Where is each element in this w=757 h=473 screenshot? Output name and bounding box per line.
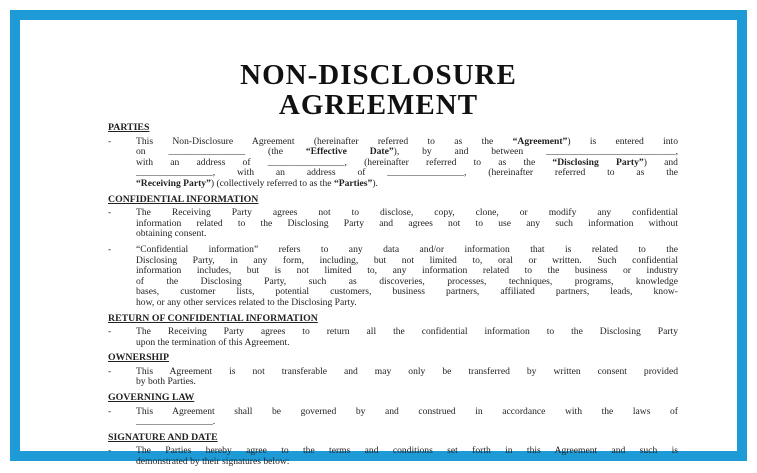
text-line: This Non-Disclosure Agreement (hereinafter referred to as the “Agreement”) is entered into <box>136 135 678 147</box>
text-line: The Parties hereby agree to the terms and conditions set forth in this Agreement and such is <box>136 445 678 457</box>
paragraph-ownership <box>108 367 678 388</box>
text-line: information related to the Disclosing Party and agrees not to use any such information without <box>136 217 678 229</box>
paragraph-parties <box>108 137 678 190</box>
text-line: by both Parties. <box>136 376 196 388</box>
document-body <box>108 123 678 473</box>
section-heading-governing-law: GOVERNING LAW <box>108 392 195 404</box>
title-line-1: NON-DISCLOSURE <box>240 59 517 91</box>
text-line: Disclosing Party, in any form, including, but not limited to, oral or written. Such confidential <box>136 254 678 266</box>
text-line: of the Disclosing Party, such as discoveries, processes, techniques, programs, knowledge <box>136 275 678 287</box>
title-line-2: AGREEMENT <box>278 89 479 121</box>
text-line: ________________, with an address of ________________, (hereinafter referred to as the <box>136 167 678 179</box>
text-line: information includes, but is not limited to, any information related to the business or industry <box>136 265 678 277</box>
text-line: demonstrated by their signatures below: <box>136 456 290 468</box>
text-line: “Receiving Party”) (collectively referred to as the “Parties”). <box>136 177 378 189</box>
bullet-dash: - <box>108 135 112 147</box>
section-heading-signature: SIGNATURE AND DATE <box>108 431 218 443</box>
paragraph-signature <box>108 446 678 467</box>
text-line: upon the termination of this Agreement. <box>136 336 290 348</box>
section-heading-ownership: OWNERSHIP <box>108 352 169 364</box>
paragraph-confidential-2 <box>108 245 678 309</box>
text-line: bases, customer lists, potential customers, business partners, affiliated partners, leads, know- <box>136 286 678 298</box>
bullet-dash: - <box>108 405 112 417</box>
text-line: with an address of ________________, (hereinafter referred to as the “Disclosing Party”) and <box>136 156 678 168</box>
text-line: The Receiving Party agrees to return all the confidential information to the Disclosing Party <box>136 326 678 338</box>
section-heading-confidential: CONFIDENTIAL INFORMATION <box>108 193 259 205</box>
text-line: on ________________ (the “Effective Date”), by and between ___________________________, <box>136 146 678 158</box>
text-line: how, or any other services related to the Disclosing Party. <box>136 296 357 308</box>
bullet-dash: - <box>108 326 112 338</box>
bullet-dash: - <box>108 243 112 255</box>
text-line: obtaining consent. <box>136 228 207 240</box>
section-heading-return: RETURN OF CONFIDENTIAL INFORMATION <box>108 312 318 324</box>
bullet-dash: - <box>108 445 112 457</box>
bullet-dash: - <box>108 207 112 219</box>
paragraph-confidential-1 <box>108 208 678 240</box>
text-line: The Receiving Party agrees not to disclose, copy, clone, or modify any confidential <box>136 207 678 219</box>
bullet-dash: - <box>108 365 112 377</box>
text-line: This Agreement is not transferable and may only be transferred by written consent provided <box>136 365 678 377</box>
text-line: ________________. <box>136 416 216 428</box>
document-frame <box>10 10 747 468</box>
text-line: This Agreement shall be governed by and construed in accordance with the laws of <box>136 405 678 417</box>
text-line: “Confidential information” refers to any data and/or information that is related to the <box>136 243 678 255</box>
section-heading-parties: PARTIES <box>108 122 150 133</box>
paragraph-governing-law <box>108 407 678 428</box>
paragraph-return <box>108 327 678 348</box>
